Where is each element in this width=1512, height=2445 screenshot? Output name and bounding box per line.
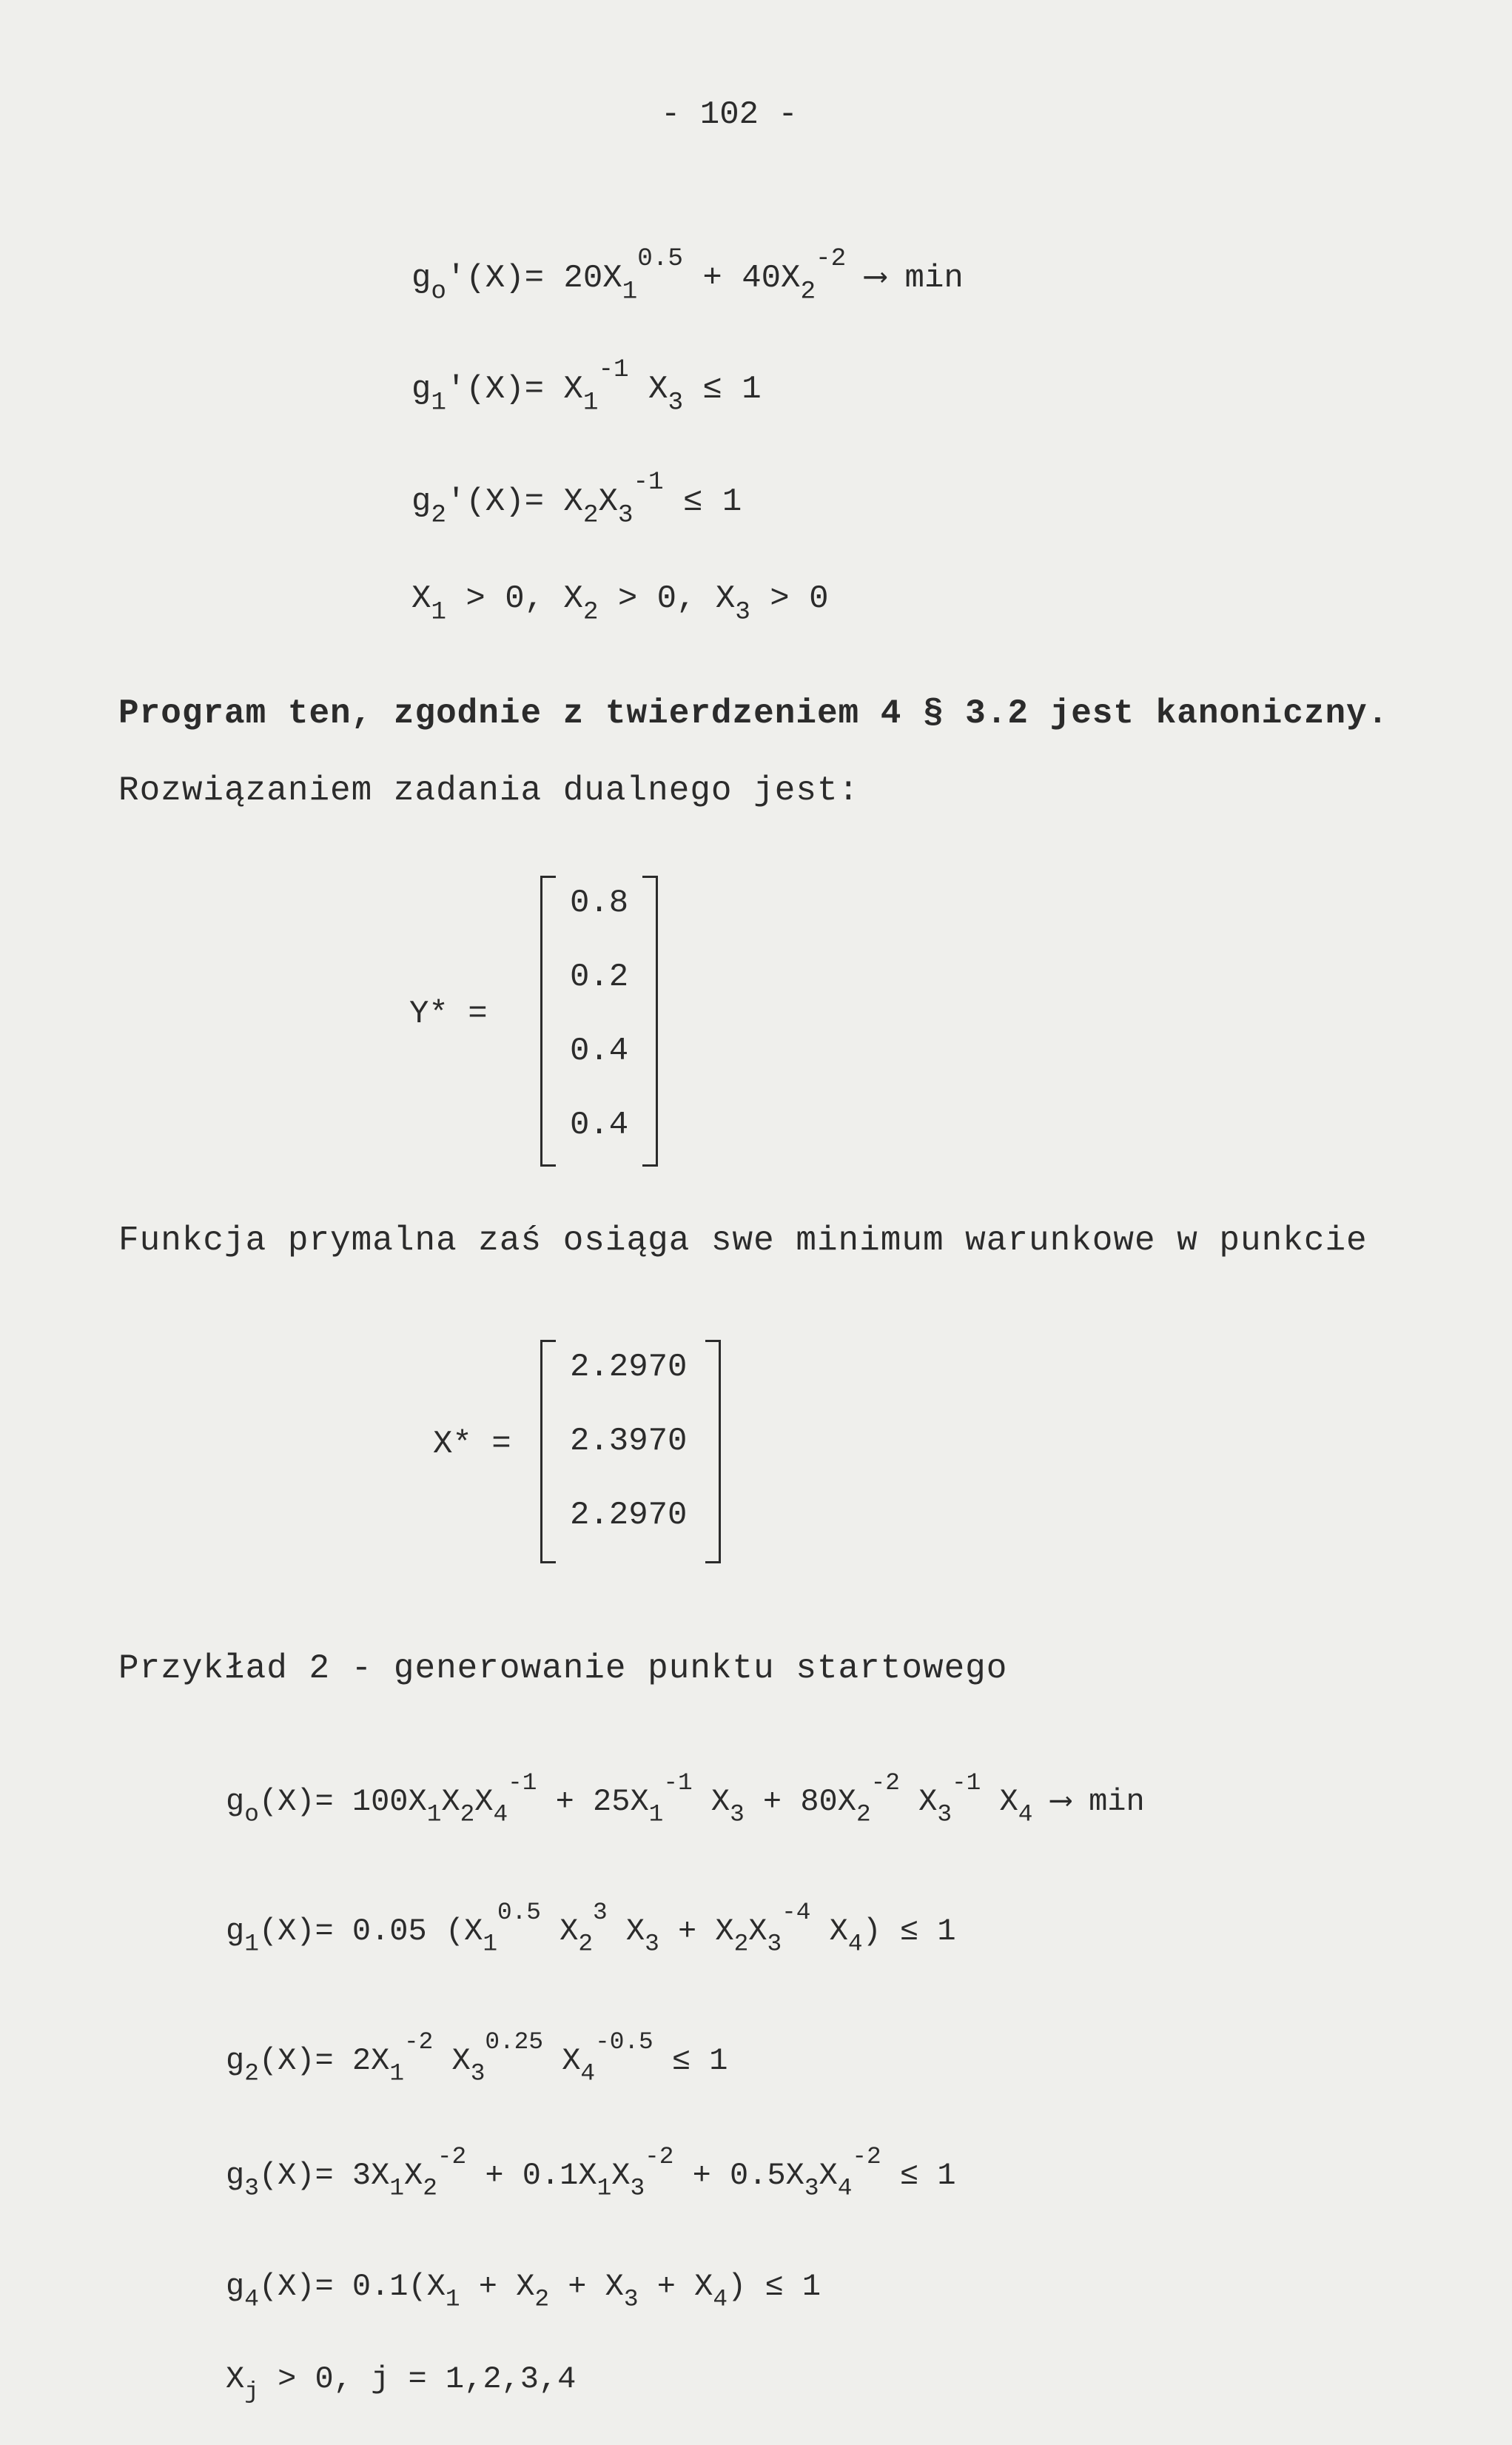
x-bracket-right — [705, 1340, 721, 1563]
ex2-constraint-4: $g_4(X)= 0.1(X_1 + X_2 + X_3 + X_4) \le 1$ — [226, 2269, 821, 2313]
ex1-objective: $g_o'(X)= 20X_1^{0.5} + 40X_2^{-2}$ ⟶ min — [411, 244, 964, 306]
y-value-4: 0.4 — [570, 1107, 629, 1144]
text-primal-minimum: Funkcja prymalna zaś osiąga swe minimum warunkowe w punkcie — [118, 1221, 1368, 1260]
ex2-positivity: $X_j > 0$, j = 1,2,3,4 — [226, 2361, 577, 2406]
text-example-2-heading: Przykład 2 - generowanie punktu startowego — [118, 1649, 1008, 1688]
x-value-2: 2.3970 — [570, 1423, 688, 1460]
y-star-label: Y* = — [409, 996, 488, 1033]
x-bracket-left — [540, 1340, 556, 1563]
y-bracket-left — [540, 876, 556, 1167]
page-number: - 102 - — [661, 96, 798, 133]
ex2-objective: $g_o(X)= 100X_1X_2X_4^{-1} + 25X_1^{-1}$ $X_3 + 80X_2^{-2}$ $X_3^{-1}$ $X_4$ ⟶ min — [226, 1769, 1145, 1828]
text-dual-solution: Rozwiązaniem zadania dualnego jest: — [118, 771, 860, 810]
ex1-constraint-2: $g_2'(X)= X_2X_3^{-1} \le 1$ — [411, 468, 742, 530]
y-value-2: 0.2 — [570, 959, 629, 996]
x-value-1: 2.2970 — [570, 1349, 688, 1386]
ex2-constraint-1: $g_1(X)= 0.05$ ($X_1^{0.5}$ $X_2^3$ $X_3 + X_2X_3^{-4}$ $X_4) \le 1$ — [226, 1899, 956, 1958]
y-value-1: 0.8 — [570, 885, 629, 922]
y-value-3: 0.4 — [570, 1033, 629, 1070]
ex2-constraint-2: $g_2(X)= 2X_1^{-2}$ $X_3^{0.25}$ $X_4^{-0.5} \le 1$ — [226, 2028, 728, 2087]
ex1-constraint-1: $g_1'(X)= X_1^{-1}$ $X_3 \le 1$ — [411, 355, 762, 417]
x-value-3: 2.2970 — [570, 1497, 688, 1534]
ex2-constraint-3: $g_3(X)= 3X_1X_2^{-2} + 0.1X_1X_3^{-2} + 0.5X_3X_4^{-2} \le 1$ — [226, 2143, 956, 2202]
text-canonical: Program ten, zgodnie z twierdzeniem 4 § 3.2 jest kanoniczny. — [118, 694, 1389, 733]
ex1-positivity: $X_1 > 0$, $X_2 > 0$, $X_3 > 0$ — [411, 580, 829, 627]
y-bracket-right — [642, 876, 658, 1167]
x-star-label: X* = — [433, 1426, 511, 1463]
